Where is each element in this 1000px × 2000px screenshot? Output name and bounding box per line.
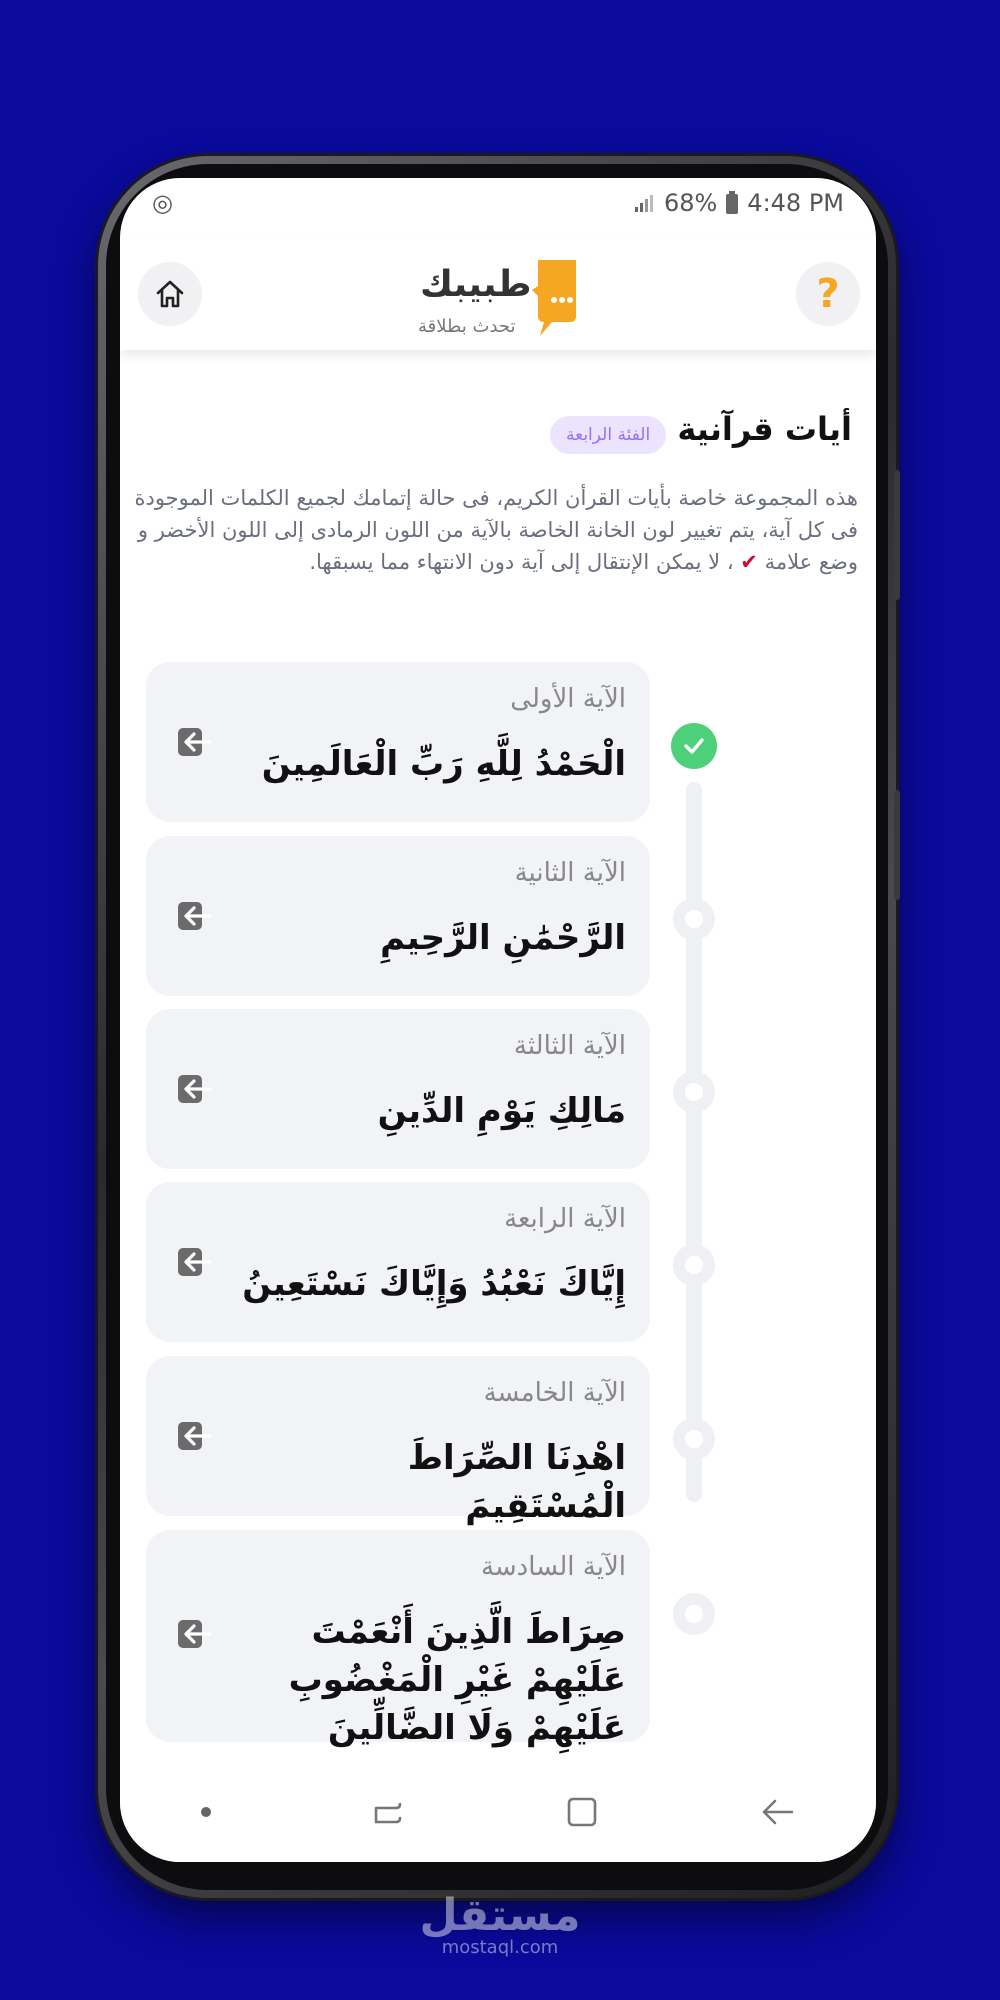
enter-arrow-icon[interactable] [176, 1418, 212, 1454]
recents-icon[interactable] [372, 1796, 404, 1828]
verse-label: الآية الثالثة [513, 1031, 626, 1061]
checkmark-icon [681, 733, 707, 759]
home-nav-icon[interactable] [566, 1796, 598, 1828]
watermark-latin: mostaql.com [441, 1937, 559, 1958]
timeline-dot-5 [673, 1418, 715, 1460]
verse-text: الرَّحْمَٰنِ الرَّحِيمِ [380, 918, 626, 958]
verse-card-1[interactable] [146, 662, 650, 822]
watermark [0, 1890, 1000, 1958]
app-title: طبيبك [420, 264, 532, 305]
clock: 4:48 PM [747, 189, 844, 217]
verse-text: صِرَاطَ الَّذِينَ أَنْعَمْتَ عَلَيْهِمْ غَيْرِ الْمَغْضُوبِ عَلَيْهِمْ وَلَا الضَّالِّينَ [288, 1612, 626, 1748]
enter-arrow-icon[interactable] [176, 898, 212, 934]
status-bar [120, 178, 876, 228]
description-text-2: ، لا يمكن الإنتقال إلى آية دون الانتهاء مما يسبقها. [309, 550, 734, 574]
timeline-dot-1 [671, 723, 717, 769]
battery-icon [725, 191, 739, 215]
timeline-dot-6 [673, 1593, 715, 1635]
verse-text: الْحَمْدُ لِلَّهِ رَبِّ الْعَالَمِينَ [261, 744, 626, 784]
verse-label: الآية الرابعة [504, 1204, 626, 1234]
enter-arrow-icon[interactable] [176, 1244, 212, 1280]
home-icon [154, 278, 186, 310]
verse-label: الآية الخامسة [483, 1378, 626, 1408]
verse-label: الآية السادسة [480, 1552, 626, 1582]
verse-label: الآية الأولى [510, 684, 626, 714]
battery-percent: 68% [663, 189, 718, 217]
check-circle-icon: ◎ [152, 189, 173, 217]
section-description [126, 482, 858, 578]
back-icon[interactable] [759, 1796, 795, 1828]
question-mark-icon: ? [816, 271, 840, 317]
timeline-dot-4 [673, 1244, 715, 1286]
timeline-dot-2 [673, 898, 715, 940]
enter-arrow-icon[interactable] [176, 1071, 212, 1107]
progress-timeline [686, 782, 702, 1502]
enter-arrow-icon[interactable] [176, 1616, 212, 1652]
app-header [120, 240, 876, 350]
app-subtitle: تحدث بطلاقة [418, 316, 516, 337]
description-text-1: هذه المجموعة خاصة بأيات القرأن الكريم، فى حالة إتمامك لجميع الكلمات الموجودة فى كل آية، يتم تغيير لون الخانة الخاصة بالآية من اللون الرمادى إلى اللون الأخضر و وضع علامة [134, 486, 858, 574]
verse-card-3[interactable] [146, 1009, 650, 1169]
dot-button[interactable] [201, 1807, 211, 1817]
verse-label: الآية الثانية [514, 858, 626, 888]
system-nav-bar [120, 1762, 876, 1862]
timeline-dot-3 [673, 1071, 715, 1113]
watermark-arabic: مستقل [419, 1890, 581, 1941]
help-button[interactable] [796, 262, 860, 326]
verse-text: اهْدِنَا الصِّرَاطَ الْمُسْتَقِيمَ [407, 1438, 626, 1526]
home-button[interactable] [138, 262, 202, 326]
section-title: أيات قرآنية [677, 410, 852, 448]
enter-arrow-icon[interactable] [176, 724, 212, 760]
volume-button [894, 470, 900, 600]
verse-text: إِيَّاكَ نَعْبُدُ وَإِيَّاكَ نَسْتَعِينُ [242, 1264, 626, 1304]
category-badge: الفئة الرابعة [550, 416, 666, 454]
verse-card-2[interactable] [146, 836, 650, 996]
verse-card-6[interactable] [146, 1530, 650, 1748]
signal-icon [634, 193, 656, 213]
verse-text: مَالِكِ يَوْمِ الدِّينِ [377, 1091, 626, 1131]
power-button [894, 790, 900, 900]
phone-screen [120, 178, 876, 1862]
red-check-icon: ✔ [740, 550, 758, 574]
speech-bubble-logo-icon [532, 256, 582, 338]
verse-card-4[interactable] [146, 1182, 650, 1342]
verse-card-5[interactable] [146, 1356, 650, 1526]
